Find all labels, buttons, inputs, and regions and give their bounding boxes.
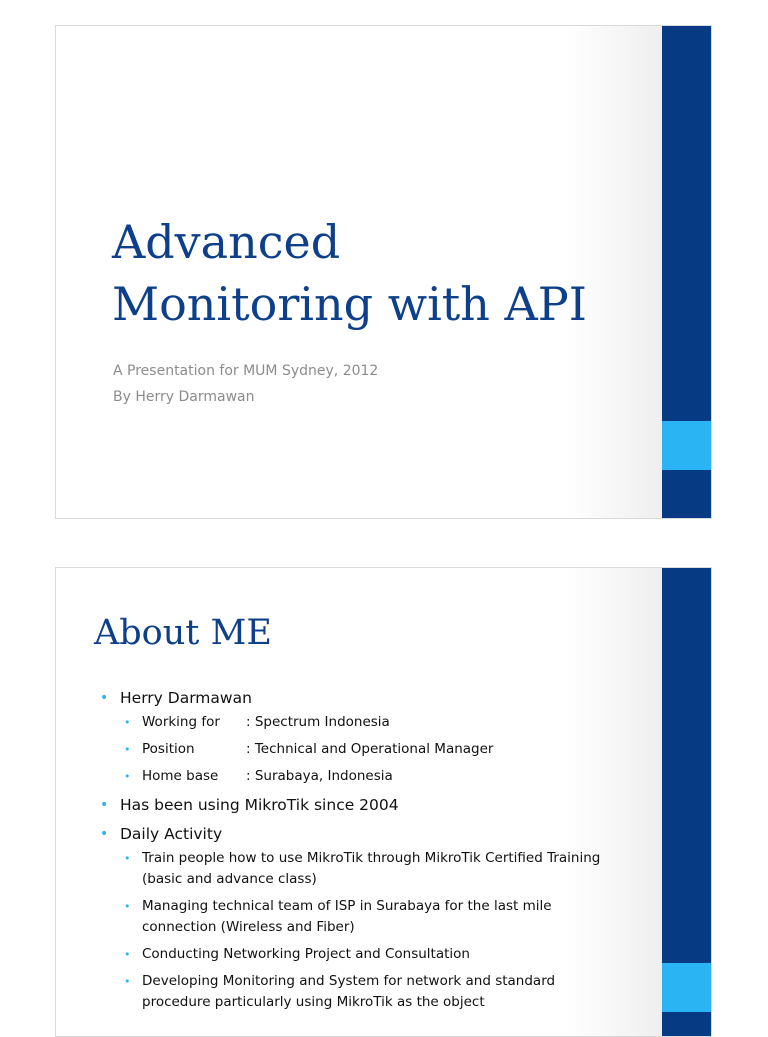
- slide-sidebar-accent: [662, 963, 711, 1012]
- sub-bullet-item: [120, 848, 620, 890]
- sub-bullet-text: Developing Monitoring and System for network and standard procedure particularly using MikroTik as the object: [142, 973, 556, 1010]
- bullet-icon: •: [100, 797, 109, 813]
- sub-bullet-list: [120, 712, 620, 787]
- bullet-icon: •: [124, 716, 131, 729]
- sub-bullet-item: [120, 944, 620, 965]
- bullet-icon: •: [124, 948, 131, 961]
- sub-bullet-item: [120, 712, 620, 733]
- slide-title: [112, 211, 652, 335]
- bullet-item: [100, 823, 620, 1013]
- slide-title-line-2: Monitoring with API: [112, 277, 587, 331]
- bullet-item: [100, 687, 620, 787]
- sub-bullet-text: Train people how to use MikroTik through MikroTik Certified Training (basic and advance class): [142, 850, 601, 887]
- bullet-icon: •: [124, 770, 131, 783]
- bullet-icon: •: [124, 975, 131, 988]
- about-title: About ME: [94, 613, 272, 653]
- bullet-text: Has been using MikroTik since 2004: [120, 796, 399, 814]
- bullet-text: Daily Activity: [120, 825, 223, 843]
- sub-bullet-value: : Technical and Operational Manager: [246, 741, 494, 757]
- sub-bullet-item: [120, 896, 620, 938]
- sub-bullet-item: [120, 766, 620, 787]
- bullet-list: [100, 687, 620, 1020]
- bullet-icon: •: [124, 900, 131, 913]
- sub-bullet-label: Home base: [142, 768, 219, 784]
- bullet-icon: •: [100, 826, 109, 842]
- sub-bullet-text: Conducting Networking Project and Consultation: [142, 946, 470, 962]
- slide-sidebar-accent: [662, 421, 711, 470]
- sub-bullet-item: [120, 971, 620, 1013]
- bullet-icon: •: [124, 743, 131, 756]
- subtitle-line-2: By Herry Darmawan: [113, 389, 255, 405]
- slide-subtitle: [113, 358, 378, 410]
- subtitle-line-1: A Presentation for MUM Sydney, 2012: [113, 363, 379, 379]
- sub-bullet-list: [120, 848, 620, 1013]
- bullet-text: Herry Darmawan: [120, 689, 252, 707]
- sub-bullet-label: Position: [142, 741, 195, 757]
- sub-bullet-label: Working for: [142, 714, 220, 730]
- sub-bullet-item: [120, 739, 620, 760]
- sub-bullet-value: : Spectrum Indonesia: [246, 714, 390, 730]
- bullet-item: [100, 794, 620, 816]
- sub-bullet-value: : Surabaya, Indonesia: [246, 768, 393, 784]
- about-slide: [55, 567, 712, 1037]
- bullet-icon: •: [124, 852, 131, 865]
- sub-bullet-text: Managing technical team of ISP in Surabaya for the last mile connection (Wireless and Fiber): [142, 898, 552, 935]
- title-slide: [55, 25, 712, 519]
- bullet-icon: •: [100, 690, 109, 706]
- slide-title-line-1: Advanced: [112, 215, 341, 269]
